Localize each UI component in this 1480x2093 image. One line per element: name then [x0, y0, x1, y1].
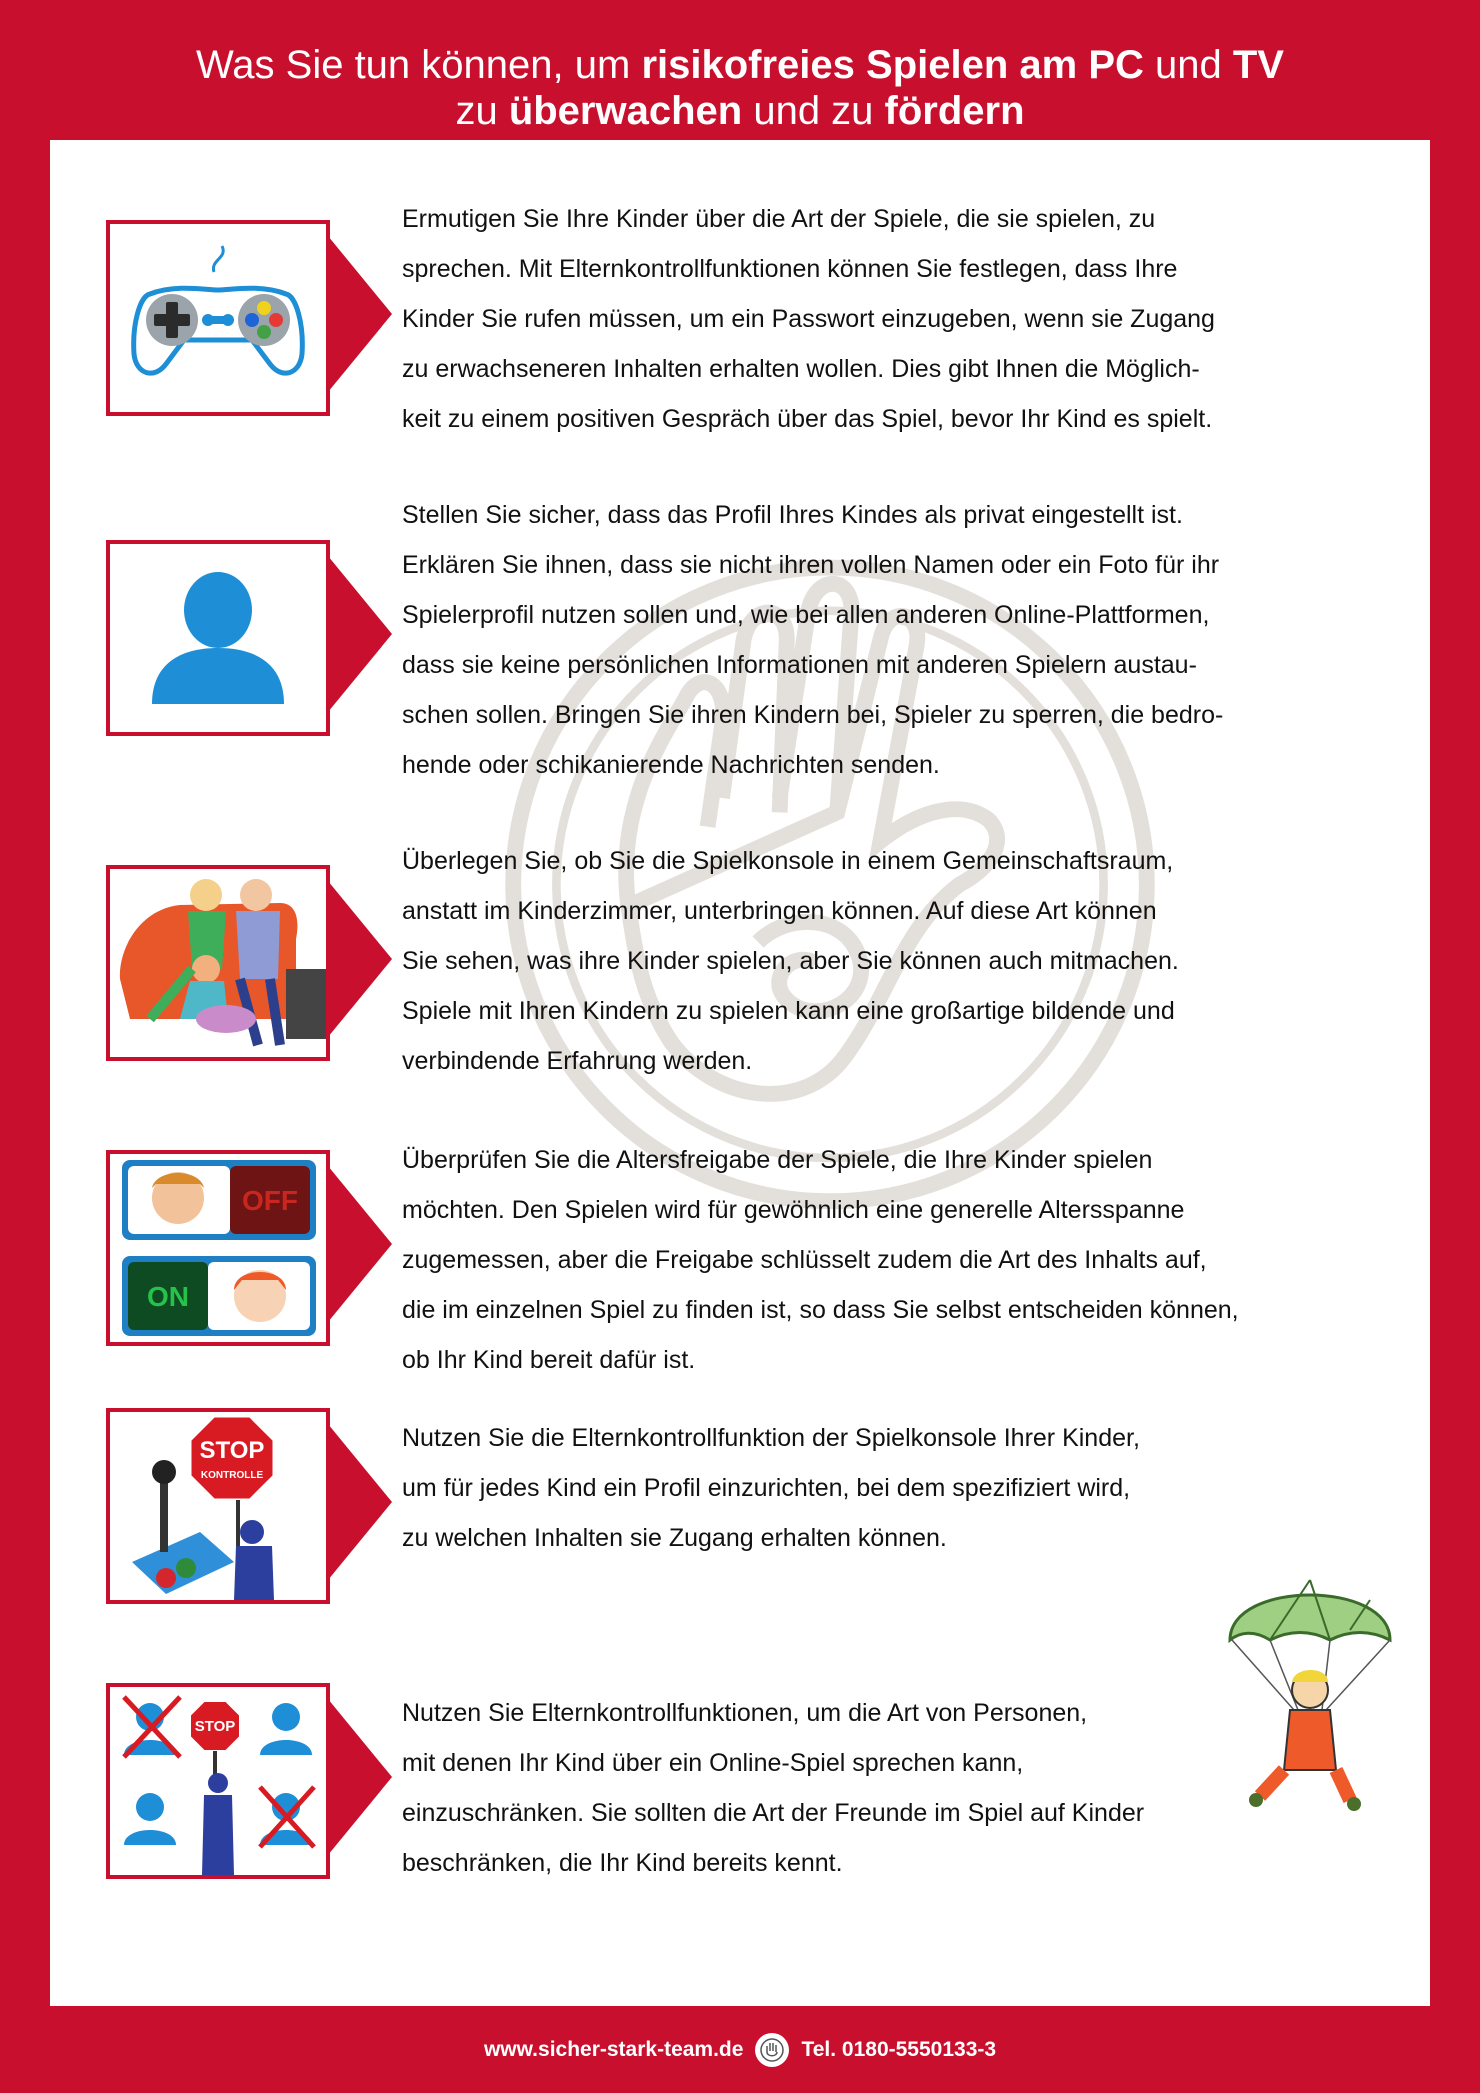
stop-label: STOP: [194, 1718, 236, 1735]
tip-text: Nutzen Sie Elternkontrollfunktionen, um die Art von Personen, mit denen Ihr Kind über ein Online-Spiel sprechen kann, einzuschränken. Sie sollten die Art der Freunde im Spiel auf Kinder beschränken, die Ihr Kind bereits kennt.: [402, 1699, 1145, 1877]
header-segment: überwachen: [508, 89, 743, 133]
pointer-arrow: [328, 236, 392, 392]
website-link[interactable]: www.sicher-stark-team.de: [483, 2037, 744, 2061]
gamepad-icon: [106, 220, 330, 416]
tip-text: Nutzen Sie die Elternkontrollfunktion der Spielkonsole Ihrer Kinder, um für jedes Kind ein Profil einzurichten, bei dem spezifiziert wird, zu welchen Inhalten sie Zugang erhalten können.: [402, 1424, 1140, 1552]
header-segment: und: [1143, 43, 1233, 87]
header-segment: fördern: [884, 89, 1025, 133]
pointer-arrow: [328, 1699, 392, 1855]
pointer-arrow: [328, 1424, 392, 1580]
kontrolle-label: KONTROLLE: [200, 1470, 264, 1481]
pointer-arrow: [328, 556, 392, 712]
parachute-kid-icon: [1220, 1560, 1400, 1820]
contacts-stop-icon: [106, 1683, 330, 1879]
tip-text: Überlegen Sie, ob Sie die Spielkonsole in einem Gemeinschaftsraum, anstatt im Kinderzimmer, unterbringen können. Auf diese Art können Sie sehen, was ihre Kinder spielen, aber Sie können auch mitmachen. Spiele mit Ihren Kindern zu spielen kann eine großartige bildende und verbindende Erfahrung werden.: [402, 847, 1179, 1075]
hand-seal-icon: [755, 2033, 789, 2067]
header-line-1: [0, 0, 1480, 88]
on-label: ON: [147, 1281, 189, 1312]
joystick-stop-icon: [106, 1408, 330, 1604]
page-footer: [0, 2006, 1480, 2093]
header-segment: zu: [455, 89, 509, 133]
tip-text: Stellen Sie sicher, dass das Profil Ihres Kindes als privat eingestellt ist. Erklären Sie ihnen, dass sie nicht ihren vollen Namen oder ein Foto für ihr Spielerprofil nutzen sollen und, wie bei allen anderen Online-Plattformen, dass sie keine persönlichen Informationen mit anderen Spielern austau- schen sollen. Bringen Sie ihren Kindern bei, Spieler zu sperren, die bedro- hende oder schikanierende Nachrichten senden.: [402, 501, 1224, 779]
on-off-switch-icon: [106, 1150, 330, 1346]
pointer-arrow: [328, 1166, 392, 1322]
off-label: OFF: [242, 1185, 298, 1216]
header-segment: risikofreies Spielen am PC: [641, 43, 1144, 87]
page-header: [0, 0, 1480, 140]
user-profile-icon: [106, 540, 330, 736]
content-panel: [50, 140, 1430, 2006]
header-segment: TV: [1232, 43, 1284, 87]
stop-label: STOP: [199, 1437, 265, 1464]
header-segment: und zu: [742, 89, 885, 133]
header-segment: Was Sie tun können, um: [196, 43, 642, 87]
family-couch-icon: [106, 865, 330, 1061]
tip-text: Ermutigen Sie Ihre Kinder über die Art der Spiele, die sie spielen, zu sprechen. Mit Elternkontrollfunktionen können Sie festlegen, dass Ihre Kinder Sie rufen müssen, um ein Passwort einzugeben, wenn sie Zugang zu erwachseneren Inhalten erhalten wollen. Dies gibt Ihnen die Möglich- keit zu einem positiven Gespräch über das Spiel, bevor Ihr Kind es spielt.: [402, 205, 1215, 433]
phone-number: Tel. 0180-5550133-3: [801, 2037, 997, 2061]
pointer-arrow: [328, 881, 392, 1037]
tip-text: Überprüfen Sie die Altersfreigabe der Spiele, die Ihre Kinder spielen möchten. Den Spielen wird für gewöhnlich eine generelle Altersspanne zugemessen, aber die Freigabe schlüsselt zudem die Art des Inhalts auf, die im einzelnen Spiel zu finden ist, so dass Sie selbst entscheiden können, ob Ihr Kind bereit dafür ist.: [402, 1146, 1239, 1374]
header-line-2: [0, 88, 1480, 134]
